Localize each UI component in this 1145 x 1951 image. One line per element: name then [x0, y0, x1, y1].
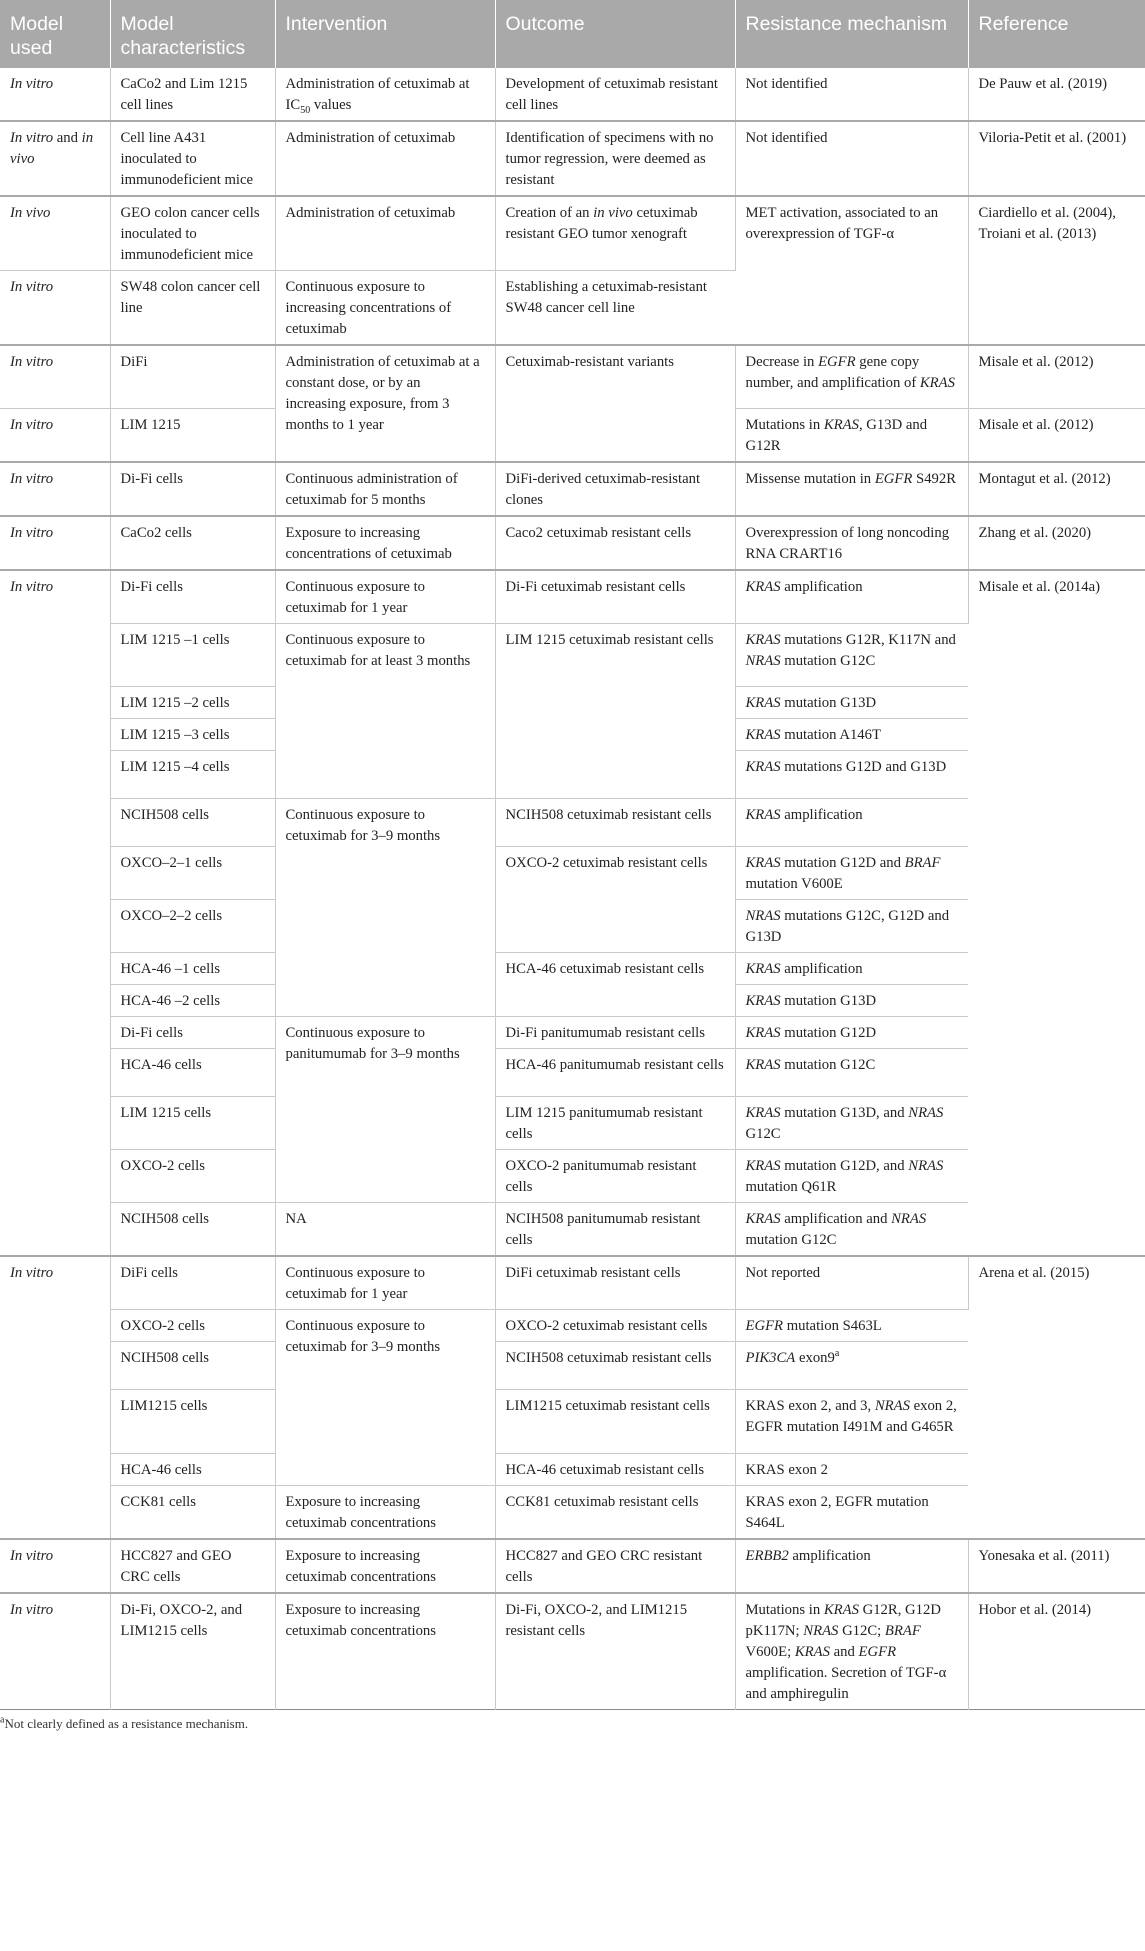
- cell-reference: Misale et al. (2012): [968, 345, 1145, 408]
- header-intervention: Intervention: [275, 0, 495, 68]
- cell-characteristics: CaCo2 and Lim 1215 cell lines: [110, 68, 275, 121]
- cell-outcome: LIM 1215 panitumumab resistant cells: [495, 1096, 735, 1149]
- cell-reference: Ciardiello et al. (2004), Troiani et al. (2013): [968, 196, 1145, 345]
- cell-characteristics: Di-Fi, OXCO-2, and LIM1215 cells: [110, 1593, 275, 1710]
- cell-model: In vitro: [0, 68, 110, 121]
- cell-mechanism: KRAS mutations G12D and G13D: [735, 750, 968, 798]
- cell-characteristics: LIM1215 cells: [110, 1389, 275, 1453]
- cell-characteristics: GEO colon cancer cells inoculated to immunodeficient mice: [110, 196, 275, 271]
- cell-outcome: OXCO-2 panitumumab resistant cells: [495, 1149, 735, 1202]
- cell-characteristics: OXCO–2–1 cells: [110, 846, 275, 899]
- header-resistance-mechanism: Resistance mechanism: [735, 0, 968, 68]
- cell-mechanism: KRAS mutation G12D and BRAF mutation V600E: [735, 846, 968, 899]
- cell-characteristics: LIM 1215 –4 cells: [110, 750, 275, 798]
- cell-mechanism: Decrease in EGFR gene copy number, and amplification of KRAS: [735, 345, 968, 408]
- cell-characteristics: LIM 1215 –3 cells: [110, 718, 275, 750]
- cell-outcome: Di-Fi cetuximab resistant cells: [495, 570, 735, 624]
- cell-reference: Viloria-Petit et al. (2001): [968, 121, 1145, 196]
- cell-reference: Misale et al. (2014a): [968, 570, 1145, 1256]
- cell-model: In vitro: [0, 1593, 110, 1710]
- cell-intervention: Exposure to increasing cetuximab concentrations: [275, 1485, 495, 1539]
- cell-model: In vitro: [0, 1539, 110, 1593]
- cell-intervention: Continuous exposure to cetuximab for 3–9 months: [275, 798, 495, 1016]
- cell-characteristics: DiFi cells: [110, 1256, 275, 1310]
- header-model-used: Model used: [0, 0, 110, 68]
- table-row: [0, 1539, 1145, 1593]
- cell-intervention: Continuous exposure to increasing concentrations of cetuximab: [275, 271, 495, 346]
- cell-outcome: NCIH508 cetuximab resistant cells: [495, 1341, 735, 1389]
- cell-reference: Yonesaka et al. (2011): [968, 1539, 1145, 1593]
- cell-reference: De Pauw et al. (2019): [978, 76, 1107, 92]
- cell-mechanism: KRAS mutation G12D, and NRAS mutation Q61R: [735, 1149, 968, 1202]
- table-row: [0, 1593, 1145, 1710]
- cell-intervention: Continuous exposure to panitumumab for 3–9 months: [275, 1016, 495, 1202]
- cell-intervention: Continuous exposure to cetuximab for 1 year: [275, 1256, 495, 1310]
- cell-model: In vitro: [0, 408, 110, 462]
- cell-mechanism: Overexpression of long noncoding RNA CRART16: [735, 516, 968, 570]
- cell-characteristics: Cell line A431 inoculated to immunodeficient mice: [110, 121, 275, 196]
- cell-mechanism: EGFR mutation S463L: [735, 1309, 968, 1341]
- cell-outcome: Creation of an in vivo cetuximab resistant GEO tumor xenograft: [495, 196, 735, 271]
- cell-outcome: Cetuximab-resistant variants: [495, 345, 735, 462]
- cell-intervention: Exposure to increasing concentrations of cetuximab: [275, 516, 495, 570]
- cell-outcome: LIM 1215 cetuximab resistant cells: [495, 623, 735, 798]
- cell-mechanism: KRAS mutations G12R, K117N and NRAS mutation G12C: [735, 623, 968, 686]
- table-row: [0, 462, 1145, 516]
- cell-characteristics: SW48 colon cancer cell line: [110, 271, 275, 346]
- cell-characteristics: HCA-46 –1 cells: [110, 952, 275, 984]
- cell-characteristics: Di-Fi cells: [110, 570, 275, 624]
- cell-mechanism: KRAS exon 2, and 3, NRAS exon 2, EGFR mutation I491M and G465R: [735, 1389, 968, 1453]
- cell-mechanism: KRAS mutation G12C: [735, 1048, 968, 1096]
- cell-outcome: HCA-46 cetuximab resistant cells: [495, 1453, 735, 1485]
- cell-characteristics: HCA-46 cells: [110, 1453, 275, 1485]
- cell-reference: Zhang et al. (2020): [968, 516, 1145, 570]
- cell-outcome: HCA-46 cetuximab resistant cells: [495, 952, 735, 1016]
- cell-mechanism: KRAS mutation G13D: [735, 984, 968, 1016]
- cell-intervention: Exposure to increasing cetuximab concentrations: [275, 1593, 495, 1710]
- table-row: [0, 196, 1145, 271]
- cell-mechanism: KRAS mutation A146T: [735, 718, 968, 750]
- cell-mechanism: KRAS amplification and NRAS mutation G12C: [735, 1202, 968, 1256]
- cell-model: In vitro: [0, 516, 110, 570]
- cell-characteristics: NCIH508 cells: [110, 1341, 275, 1389]
- cell-outcome: Identification of specimens with no tumor regression, were deemed as resistant: [495, 121, 735, 196]
- cell-model: In vitro: [0, 1256, 110, 1539]
- cell-outcome: HCC827 and GEO CRC resistant cells: [495, 1539, 735, 1593]
- cell-reference: Arena et al. (2015): [968, 1256, 1145, 1539]
- header-row: [0, 0, 1145, 68]
- cell-characteristics: NCIH508 cells: [110, 1202, 275, 1256]
- table-row: [0, 570, 1145, 624]
- table-footnote: $^a$Not clearly defined as a resistance mechanism.: [0, 1714, 249, 1731]
- cell-outcome: DiFi cetuximab resistant cells: [495, 1256, 735, 1310]
- cell-characteristics: OXCO-2 cells: [110, 1309, 275, 1341]
- cell-intervention: Exposure to increasing cetuximab concentrations: [275, 1539, 495, 1593]
- cell-outcome: NCIH508 cetuximab resistant cells: [495, 798, 735, 846]
- cell-mechanism: Not identified: [735, 68, 968, 121]
- cell-outcome: Caco2 cetuximab resistant cells: [495, 516, 735, 570]
- cell-characteristics: HCA-46 cells: [110, 1048, 275, 1096]
- cell-model: In vivo: [0, 196, 110, 271]
- cell-model: In vitro: [0, 462, 110, 516]
- cell-intervention: NA: [275, 1202, 495, 1256]
- cell-model: In vitro: [0, 570, 110, 1256]
- cell-characteristics: LIM 1215: [110, 408, 275, 462]
- cell-intervention: Continuous exposure to cetuximab for 1 year: [275, 570, 495, 624]
- cell-intervention: Administration of cetuximab at a constant dose, or by an increasing exposure, from 3 months to 1 year: [275, 345, 495, 462]
- cell-intervention: Continuous exposure to cetuximab for at least 3 months: [275, 623, 495, 798]
- cell-mechanism: Not identified: [735, 121, 968, 196]
- cell-outcome: Establishing a cetuximab-resistant SW48 cancer cell line: [495, 271, 735, 346]
- cell-intervention: Continuous exposure to cetuximab for 3–9 months: [275, 1309, 495, 1485]
- cell-mechanism: KRAS exon 2, EGFR mutation S464L: [735, 1485, 968, 1539]
- cell-mechanism: KRAS mutation G12D: [735, 1016, 968, 1048]
- cell-mechanism: KRAS amplification: [735, 952, 968, 984]
- cell-mechanism: KRAS exon 2: [735, 1453, 968, 1485]
- cell-mechanism: MET activation, associated to an overexpression of TGF-α: [735, 196, 968, 345]
- cell-characteristics: LIM 1215 –2 cells: [110, 686, 275, 718]
- cell-characteristics: Di-Fi cells: [110, 462, 275, 516]
- cell-mechanism: KRAS amplification: [735, 570, 968, 624]
- cell-intervention: Administration of cetuximab: [275, 196, 495, 271]
- cell-characteristics: LIM 1215 cells: [110, 1096, 275, 1149]
- cell-mechanism: Not reported: [735, 1256, 968, 1310]
- cell-mechanism: PIK3CA exon9$^a$: [735, 1341, 968, 1389]
- cell-characteristics: OXCO–2–2 cells: [110, 899, 275, 952]
- cell-mechanism: ERBB2 amplification: [735, 1539, 968, 1593]
- cell-intervention: Administration of cetuximab at $IC_{50}$ values: [275, 68, 495, 121]
- cell-characteristics: HCA-46 –2 cells: [110, 984, 275, 1016]
- cell-model: In vitro and in vivo: [0, 121, 110, 196]
- cell-outcome: CCK81 cetuximab resistant cells: [495, 1485, 735, 1539]
- cell-outcome: HCA-46 panitumumab resistant cells: [495, 1048, 735, 1096]
- cell-outcome: Development of cetuximab resistant cell lines: [495, 68, 735, 121]
- cell-outcome: Di-Fi panitumumab resistant cells: [495, 1016, 735, 1048]
- cell-mechanism: Mutations in KRAS, G13D and G12R: [735, 408, 968, 462]
- cell-characteristics: CaCo2 cells: [110, 516, 275, 570]
- cell-characteristics: HCC827 and GEO CRC cells: [110, 1539, 275, 1593]
- cell-mechanism: Missense mutation in EGFR S492R: [735, 462, 968, 516]
- table-row: [0, 121, 1145, 196]
- cell-characteristics: CCK81 cells: [110, 1485, 275, 1539]
- cell-mechanism: KRAS mutation G13D: [735, 686, 968, 718]
- cell-outcome: OXCO-2 cetuximab resistant cells: [495, 846, 735, 952]
- cell-outcome: DiFi-derived cetuximab-resistant clones: [495, 462, 735, 516]
- cell-mechanism: Mutations in KRAS G12R, G12D pK117N; NRAS G12C; BRAF V600E; KRAS and EGFR amplification. Secretion of TGF-α and amphiregulin: [735, 1593, 968, 1710]
- table-row: [0, 516, 1145, 570]
- cell-outcome: NCIH508 panitumumab resistant cells: [495, 1202, 735, 1256]
- cell-intervention: Administration of cetuximab: [275, 121, 495, 196]
- cell-characteristics: Di-Fi cells: [110, 1016, 275, 1048]
- cell-mechanism: NRAS mutations G12C, G12D and G13D: [735, 899, 968, 952]
- cell-model: In vitro: [0, 345, 110, 408]
- header-reference: Reference: [968, 0, 1145, 68]
- table-row: [0, 1256, 1145, 1310]
- cell-outcome: Di-Fi, OXCO-2, and LIM1215 resistant cells: [495, 1593, 735, 1710]
- cell-outcome: OXCO-2 cetuximab resistant cells: [495, 1309, 735, 1341]
- cell-mechanism: KRAS mutation G13D, and NRAS G12C: [735, 1096, 968, 1149]
- cell-characteristics: NCIH508 cells: [110, 798, 275, 846]
- cell-characteristics: DiFi: [110, 345, 275, 408]
- header-outcome: Outcome: [495, 0, 735, 68]
- cell-mechanism: KRAS amplification: [735, 798, 968, 846]
- cell-characteristics: OXCO-2 cells: [110, 1149, 275, 1202]
- table-row: [0, 68, 1145, 121]
- cell-model: In vitro: [0, 271, 110, 346]
- table-row: [0, 345, 1145, 408]
- cell-characteristics: LIM 1215 –1 cells: [110, 623, 275, 686]
- cell-reference: Hobor et al. (2014): [968, 1593, 1145, 1710]
- cell-reference: Misale et al. (2012): [968, 408, 1145, 462]
- cell-reference: Montagut et al. (2012): [968, 462, 1145, 516]
- cell-intervention: Continuous administration of cetuximab for 5 months: [275, 462, 495, 516]
- cell-outcome: LIM1215 cetuximab resistant cells: [495, 1389, 735, 1453]
- header-model-characteristics: Model characteristics: [110, 0, 275, 68]
